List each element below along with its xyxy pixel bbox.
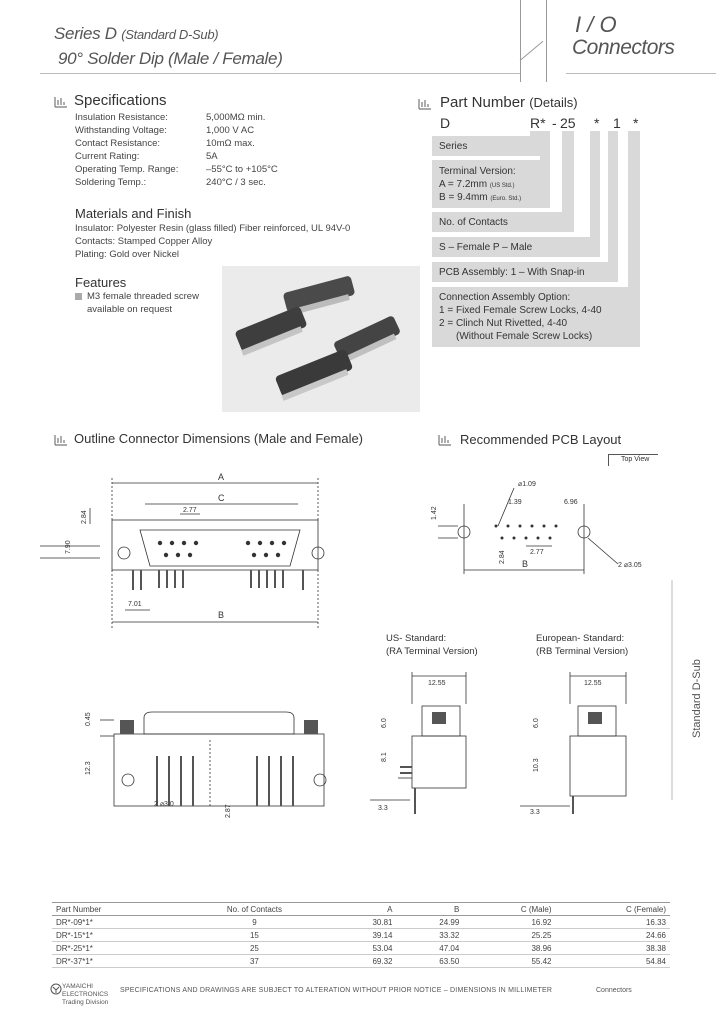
front-view-drawing — [40, 468, 360, 636]
company-logo-text: YAMAICHI ELECTRONICS Trading Division — [62, 983, 109, 1006]
material-row: Contacts: Stamped Copper Alloy — [75, 236, 213, 247]
table-cell: 15 — [179, 929, 330, 942]
table-cell: 33.32 — [397, 929, 464, 942]
materials-list — [75, 222, 350, 261]
spec-row: Insulation Resistance: 5,000MΩ min. — [75, 112, 266, 123]
side-tab — [666, 580, 720, 800]
table-cell: 25.25 — [463, 929, 555, 942]
col-header: C (Male) — [463, 903, 555, 916]
series-subtitle: 90° Solder Dip (Male / Female) — [58, 49, 283, 68]
code-1: 1 — [613, 115, 621, 131]
us-standard-label: US- Standard: (RA Terminal Version) — [386, 633, 478, 657]
pcb-dim: 2.84 — [499, 550, 506, 564]
pcb-dim-b: B — [522, 559, 529, 569]
series-title: Series D (Standard D-Sub) — [54, 24, 219, 43]
series-label: Series — [439, 141, 468, 152]
specifications-list — [75, 111, 278, 189]
material-row: Plating: Gold over Nickel — [75, 249, 180, 260]
table-cell: 47.04 — [397, 942, 464, 955]
features-title: Features — [75, 275, 127, 290]
table-cell: 39.14 — [330, 929, 397, 942]
conn-title: Connection Assembly Option: — [439, 292, 571, 303]
eu-standard-label: European- Standard: (RB Terminal Version) — [536, 633, 629, 657]
pcb-dim: 6.96 — [564, 499, 578, 506]
us-dim-d: 3.3 — [378, 805, 388, 812]
top-view-label: Top View — [608, 454, 658, 466]
pcb-layout-drawing — [418, 474, 668, 586]
col-header: C (Female) — [555, 903, 670, 916]
table-cell: 54.84 — [555, 955, 670, 968]
table-row — [52, 955, 670, 968]
pcb-dim: 2.77 — [530, 549, 544, 556]
table-cell: 30.81 — [330, 916, 397, 929]
part-table — [52, 902, 670, 968]
eu-dim-d: 3.3 — [530, 809, 540, 816]
conn-connector — [628, 131, 640, 347]
pcb-dim: ⌀1.09 — [518, 481, 536, 488]
pcb-connector — [608, 131, 618, 282]
us-dim-h1: 6.0 — [381, 718, 388, 728]
eu-dim-w: 12.55 — [584, 680, 602, 687]
col-header: No. of Contacts — [179, 903, 330, 916]
header-divider — [546, 0, 547, 82]
table-cell: DR*-15*1* — [52, 929, 179, 942]
dim-a: A — [218, 472, 225, 482]
dim-2x: 2.87 — [225, 804, 232, 818]
col-header: B — [397, 903, 464, 916]
dim-123: 12.3 — [85, 761, 92, 775]
table-cell: 16.33 — [555, 916, 670, 929]
pcb-dim: 2 ⌀3.05 — [618, 562, 642, 569]
eu-dim-h2: 10.3 — [533, 758, 540, 772]
product-photo — [222, 266, 420, 412]
footer-right: Connectors — [596, 987, 632, 994]
spec-row: Contact Resistance: 10mΩ max. — [75, 138, 255, 149]
bottom-view-drawing — [60, 700, 350, 830]
table-row — [52, 916, 670, 929]
materials-title: Materials and Finish — [75, 206, 192, 221]
pcb-layout-title: Recommended PCB Layout — [460, 432, 622, 447]
table-cell: 9 — [179, 916, 330, 929]
contacts-connector — [562, 131, 574, 232]
section-icon — [54, 94, 68, 108]
pcb-dim: 1.42 — [431, 506, 438, 520]
specifications-title: Specifications — [74, 92, 167, 109]
table-cell: 24.99 — [397, 916, 464, 929]
table-header-row — [52, 903, 670, 916]
table-cell: DR*-37*1* — [52, 955, 179, 968]
dim-b: B — [218, 610, 225, 620]
bullet-icon — [75, 293, 82, 300]
code-star: * — [633, 115, 639, 131]
part-number-title: Part Number (Details) — [440, 94, 578, 111]
header-rule — [40, 73, 520, 74]
dim-277: 2.77 — [183, 507, 197, 514]
footer-note: SPECIFICATIONS AND DRAWINGS ARE SUBJECT TO ALTERATION WITHOUT PRIOR NOTICE – DIMENSIONS IN MILLIMETER — [120, 987, 553, 994]
dim-045: 0.45 — [85, 712, 92, 726]
table-cell: 63.50 — [397, 955, 464, 968]
dim-701: 7.01 — [128, 601, 142, 608]
header-rule — [566, 73, 716, 74]
table-row — [52, 929, 670, 942]
gender-connector — [590, 131, 600, 257]
dim-790: 7.90 — [65, 540, 72, 554]
pcb-dim: 1.39 — [508, 499, 522, 506]
table-cell: 55.42 — [463, 955, 555, 968]
col-header: Part Number — [52, 903, 179, 916]
code-d: D — [440, 115, 451, 131]
dim-c: C — [218, 493, 225, 503]
us-dim-h2: 8.1 — [381, 752, 388, 762]
side-tab-label: Standard D-Sub — [691, 659, 703, 738]
section-icon — [54, 432, 68, 446]
table-cell: 53.04 — [330, 942, 397, 955]
spec-row: Current Rating: 5A — [75, 151, 218, 162]
feature-line: M3 female threaded screw — [87, 291, 199, 302]
table-cell: 38.38 — [555, 942, 670, 955]
pcb-label: PCB Assembly: 1 – With Snap-in — [439, 267, 585, 278]
feature-line: available on request — [87, 304, 173, 315]
spec-row: Soldering Temp.: 240°C / 3 sec. — [75, 177, 266, 188]
table-cell: 37 — [179, 955, 330, 968]
contacts-label: No. of Contacts — [439, 217, 508, 228]
terminal-connector — [540, 131, 550, 208]
table-cell: 16.92 — [463, 916, 555, 929]
category-line1: I / O — [575, 12, 617, 37]
table-row — [52, 942, 670, 955]
code-25: 25 — [560, 115, 576, 131]
code-star: * — [594, 115, 600, 131]
header-divider — [520, 0, 521, 82]
section-icon — [438, 432, 452, 446]
company-logo-icon — [50, 983, 62, 995]
eu-side-drawing — [520, 668, 640, 816]
table-cell: 38.96 — [463, 942, 555, 955]
conn-option-2: 2 = Clinch Nut Rivetted, 4-40 — [439, 318, 568, 329]
outline-title: Outline Connector Dimensions (Male and Female) — [74, 431, 364, 446]
conn-option-1: 1 = Fixed Female Screw Locks, 4-40 — [439, 305, 602, 316]
dim-284: 2.84 — [81, 510, 88, 524]
col-header: A — [330, 903, 397, 916]
table-cell: 25 — [179, 942, 330, 955]
conn-option-note: (Without Female Screw Locks) — [456, 331, 593, 342]
category-line2: Connectors — [572, 36, 675, 59]
section-icon — [418, 96, 432, 110]
table-cell: DR*-25*1* — [52, 942, 179, 955]
table-cell: 24.66 — [555, 929, 670, 942]
spec-row: Withstanding Voltage: 1,000 V AC — [75, 125, 255, 136]
code-r: R* — [530, 115, 546, 131]
dim-holes: 2 ⌀3.0 — [154, 801, 174, 808]
header-divider — [520, 41, 544, 61]
code-dash: - — [552, 115, 557, 131]
eu-dim-h1: 6.0 — [533, 718, 540, 728]
gender-label: S – Female P – Male — [439, 242, 533, 253]
us-dim-w: 12.55 — [428, 680, 446, 687]
table-cell: 69.32 — [330, 955, 397, 968]
terminal-title: Terminal Version: — [439, 166, 516, 177]
table-cell: DR*-09*1* — [52, 916, 179, 929]
terminal-a: A = 7.2mm (US Std.) — [439, 179, 515, 190]
us-side-drawing — [370, 668, 480, 816]
material-row: Insulator: Polyester Resin (glass filled) Fiber reinforced, UL 94V-0 — [75, 223, 351, 234]
spec-row: Operating Temp. Range: –55°C to +105°C — [75, 164, 278, 175]
terminal-b: B = 9.4mm (Euro. Std.) — [439, 192, 522, 203]
